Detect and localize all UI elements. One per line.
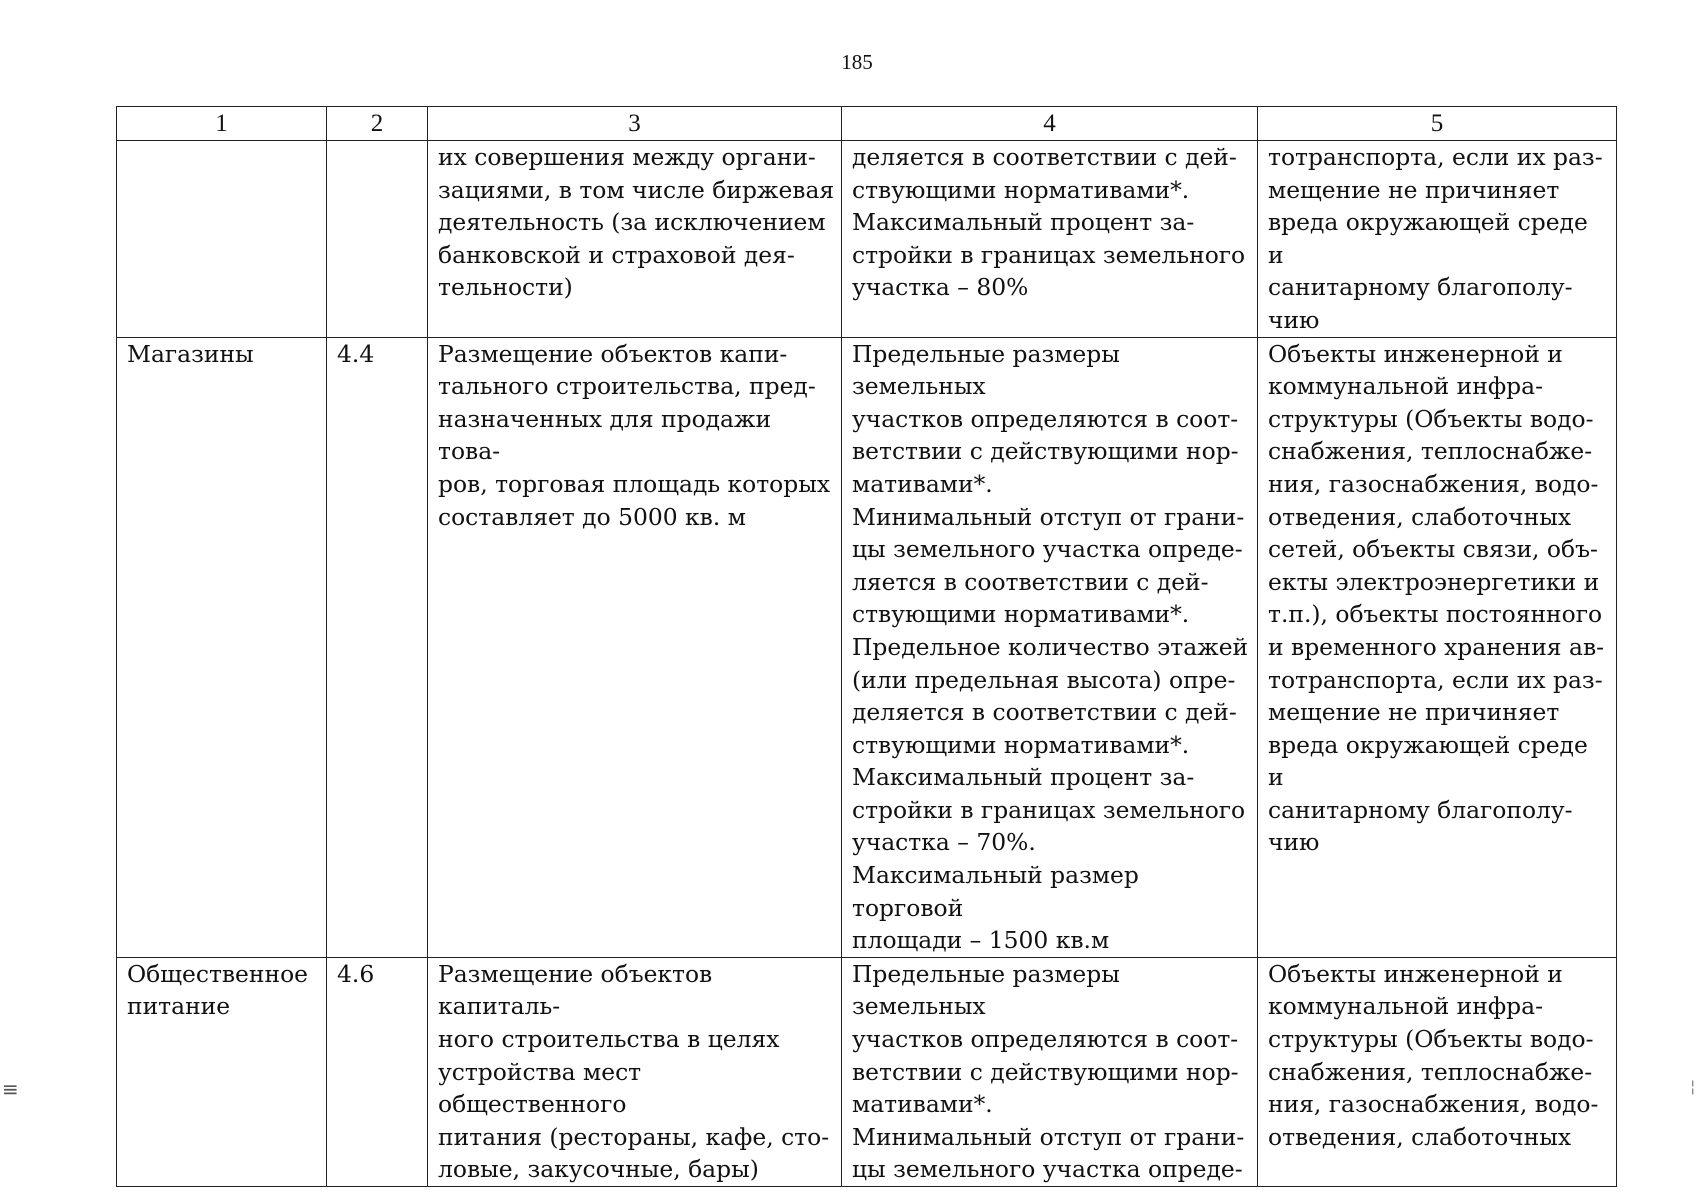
description-cell: Размещение объектов капиталь- ного строительства в целях устройства мест общественного питания (рестораны, кафе, сто- ловые, закусочные, бары) [428, 957, 842, 1186]
column-header-3: 3 [428, 107, 842, 141]
table-row [117, 337, 1617, 957]
use-code-cell: 4.6 [327, 957, 428, 1186]
table-header-row [117, 107, 1617, 141]
binding-mark-left: ≡ [2, 1077, 19, 1101]
parameters-cell: деляется в соответствии с дей- ствующими нормативами*. Максимальный процент за- стройки в границах земельного участка – 80% [842, 141, 1258, 338]
use-name-cell [117, 141, 327, 338]
binding-mark-right: ¦ [1690, 1077, 1696, 1096]
description-cell: их совершения между органи- зациями, в том числе биржевая деятельность (за исключением банковской и страховой дея- тельности) [428, 141, 842, 338]
column-header-5: 5 [1258, 107, 1617, 141]
column-header-2: 2 [327, 107, 428, 141]
auxiliary-uses-cell: тотранспорта, если их раз- мещение не причиняет вреда окружающей среде и санитарному благополу- чию [1258, 141, 1617, 338]
use-code-cell [327, 141, 428, 338]
use-name-cell: Магазины [117, 337, 327, 957]
page-number: 185 [841, 50, 873, 74]
use-code-cell: 4.4 [327, 337, 428, 957]
use-name-cell: Общественное питание [117, 957, 327, 1186]
column-header-4: 4 [842, 107, 1258, 141]
regulations-table [116, 106, 1617, 1187]
column-header-1: 1 [117, 107, 327, 141]
parameters-cell: Предельные размеры земельных участков определяются в соот- ветствии с действующими нор- мативами*. Минимальный отступ от грани- цы земельного участка опреде- ляется в соответствии с дей- ствующими нормативами*. Предельное количество этажей (или предельная высота) опре- деляется в соответствии с дей- ствующими нормативами*. Максимальный процент за- стройки в границах земельного участка – 70%. Максимальный размер торговой площади – 1500 кв.м [842, 337, 1258, 957]
auxiliary-uses-cell: Объекты инженерной и коммунальной инфра- структуры (Объекты водо- снабжения, теплоснабже- ния, газоснабжения, водо- отведения, слаботочных сетей, объекты связи, объ- екты электроэнергетики и т.п.), объекты постоянного и временного хранения ав- тотранспорта, если их раз- мещение не причиняет вреда окружающей среде и санитарному благополу- чию [1258, 337, 1617, 957]
description-cell: Размещение объектов капи- тального строительства, пред- назначенных для продажи това- ров, торговая площадь которых составляет до 5000 кв. м [428, 337, 842, 957]
table-row [117, 141, 1617, 338]
auxiliary-uses-cell: Объекты инженерной и коммунальной инфра- структуры (Объекты водо- снабжения, теплоснабже- ния, газоснабжения, водо- отведения, слаботочных [1258, 957, 1617, 1186]
table-row [117, 957, 1617, 1186]
parameters-cell: Предельные размеры земельных участков определяются в соот- ветствии с действующими нор- мативами*. Минимальный отступ от грани- цы земельного участка опреде- [842, 957, 1258, 1186]
